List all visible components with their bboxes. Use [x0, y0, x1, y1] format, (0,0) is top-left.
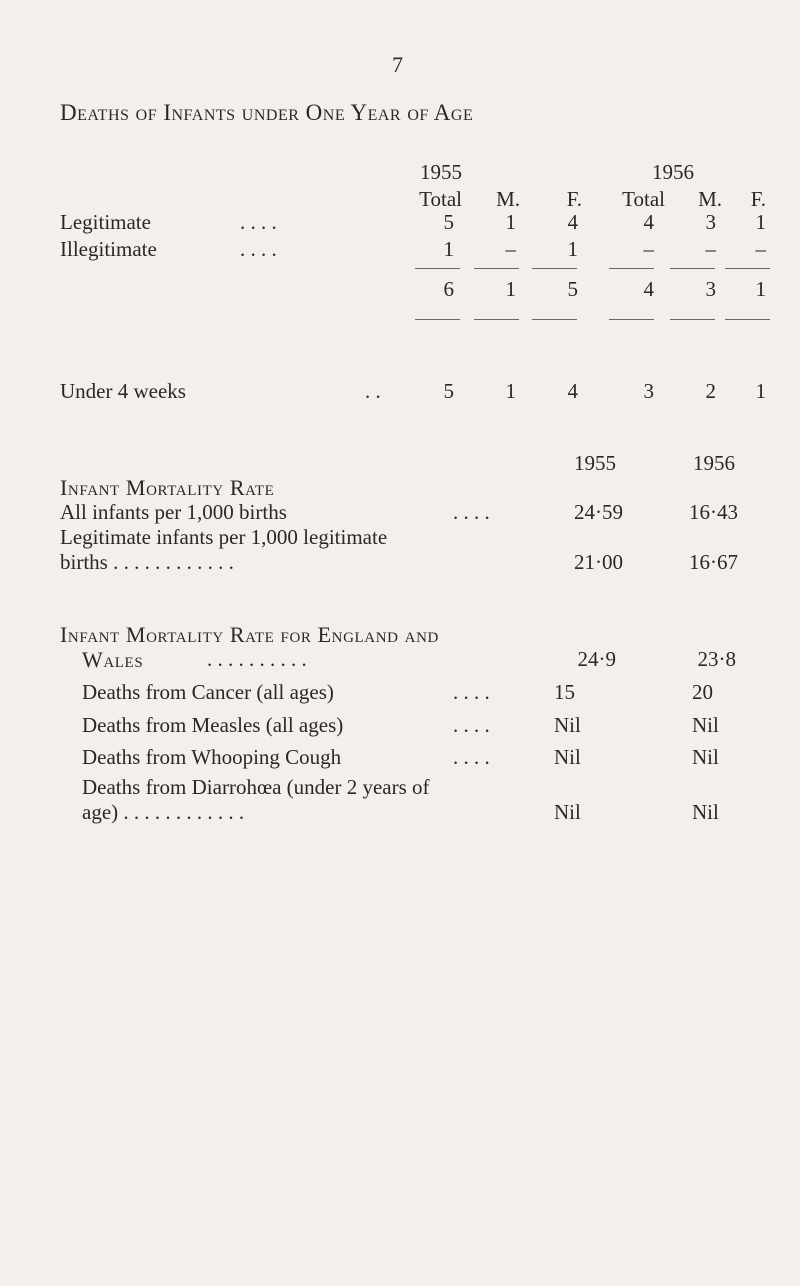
- total-cell: 1: [755, 277, 766, 301]
- rate-label-all-infants: All infants per 1,000 births: [60, 500, 287, 524]
- table-rule: [670, 319, 715, 320]
- rate-label-legitimate-cont: births . . . . . . . . . . . .: [60, 550, 234, 574]
- cell: 2: [705, 379, 716, 403]
- table-rule: [474, 268, 519, 269]
- value-1956: 20: [692, 680, 713, 704]
- total-cell: 1: [505, 277, 516, 301]
- col-header-m-1955: M.: [496, 187, 520, 211]
- cell: 5: [443, 379, 454, 403]
- table-rule: [670, 268, 715, 269]
- total-cell: 5: [567, 277, 578, 301]
- dot-leader: . . . .: [240, 210, 277, 234]
- rate-year-1956: 1956: [693, 451, 735, 475]
- cell: 1: [755, 379, 766, 403]
- row-label-diarrhoea: Deaths from Diarrohœa (under 2 years of: [82, 775, 430, 799]
- cell: 3: [643, 379, 654, 403]
- table-rule: [532, 268, 577, 269]
- rate-value-1955: 24·9: [577, 647, 616, 671]
- table-rule: [609, 319, 654, 320]
- table-rule: [415, 268, 460, 269]
- cell: 1: [505, 210, 516, 234]
- page-title: Deaths of Infants under One Year of Age: [60, 100, 474, 125]
- rate-label-legitimate: Legitimate infants per 1,000 legitimate: [60, 525, 388, 549]
- rate-value-1956: 23·8: [697, 647, 736, 671]
- total-cell: 6: [443, 277, 454, 301]
- table-rule: [609, 268, 654, 269]
- value-1956: Nil: [692, 745, 719, 769]
- total-cell: 3: [705, 277, 716, 301]
- table-rule: [725, 268, 770, 269]
- dot-leader: . .: [365, 379, 381, 403]
- table-rule: [725, 319, 770, 320]
- row-label-whooping-cough: Deaths from Whooping Cough: [82, 745, 342, 769]
- row-label-legitimate: Legitimate: [60, 210, 151, 234]
- dot-leader: . . . .: [453, 745, 490, 769]
- rate-value-1956: 16·67: [689, 550, 738, 574]
- infant-mortality-rate-heading: Infant Mortality Rate: [60, 475, 275, 500]
- value-1956: Nil: [692, 800, 719, 824]
- table-rule: [474, 319, 519, 320]
- dot-leader: . . . .: [453, 680, 490, 704]
- col-header-f-1955: F.: [566, 187, 582, 211]
- value-1955: 15: [554, 680, 575, 704]
- year-1955-header: 1955: [420, 160, 462, 184]
- cell: 4: [567, 379, 578, 403]
- value-1955: Nil: [554, 800, 581, 824]
- row-label-diarrhoea-cont: age) . . . . . . . . . . . .: [82, 800, 245, 824]
- dot-leader: . . . .: [240, 237, 277, 261]
- cell: 4: [567, 210, 578, 234]
- page-number: 7: [392, 52, 403, 77]
- rate-value-1955: 21·00: [574, 550, 623, 574]
- england-wales-heading: Infant Mortality Rate for England and: [60, 622, 439, 647]
- cell: 1: [567, 237, 578, 261]
- value-1956: Nil: [692, 713, 719, 737]
- cell: 3: [705, 210, 716, 234]
- cell: –: [705, 237, 716, 261]
- dot-leader: . . . . . . . . . .: [207, 647, 307, 671]
- table-rule: [415, 319, 460, 320]
- col-header-total-1955: Total: [419, 187, 462, 211]
- cell: 1: [443, 237, 454, 261]
- cell: 4: [643, 210, 654, 234]
- row-label-illegitimate: Illegitimate: [60, 237, 157, 261]
- value-1955: Nil: [554, 713, 581, 737]
- cell: 5: [443, 210, 454, 234]
- cell: –: [643, 237, 654, 261]
- cell: –: [755, 237, 766, 261]
- cell: 1: [505, 379, 516, 403]
- row-label-under-4-weeks: Under 4 weeks: [60, 379, 186, 403]
- cell: –: [505, 237, 516, 261]
- rate-year-1955: 1955: [574, 451, 616, 475]
- row-label-cancer: Deaths from Cancer (all ages): [82, 680, 334, 704]
- england-wales-heading-cont: Wales: [82, 647, 144, 672]
- col-header-total-1956: Total: [622, 187, 665, 211]
- year-1956-header: 1956: [652, 160, 694, 184]
- table-rule: [532, 319, 577, 320]
- col-header-m-1956: M.: [698, 187, 722, 211]
- cell: 1: [755, 210, 766, 234]
- value-1955: Nil: [554, 745, 581, 769]
- dot-leader: . . . .: [453, 500, 490, 524]
- col-header-f-1956: F.: [750, 187, 766, 211]
- rate-value-1955: 24·59: [574, 500, 623, 524]
- row-label-measles: Deaths from Measles (all ages): [82, 713, 344, 737]
- total-cell: 4: [643, 277, 654, 301]
- rate-value-1956: 16·43: [689, 500, 738, 524]
- dot-leader: . . . .: [453, 713, 490, 737]
